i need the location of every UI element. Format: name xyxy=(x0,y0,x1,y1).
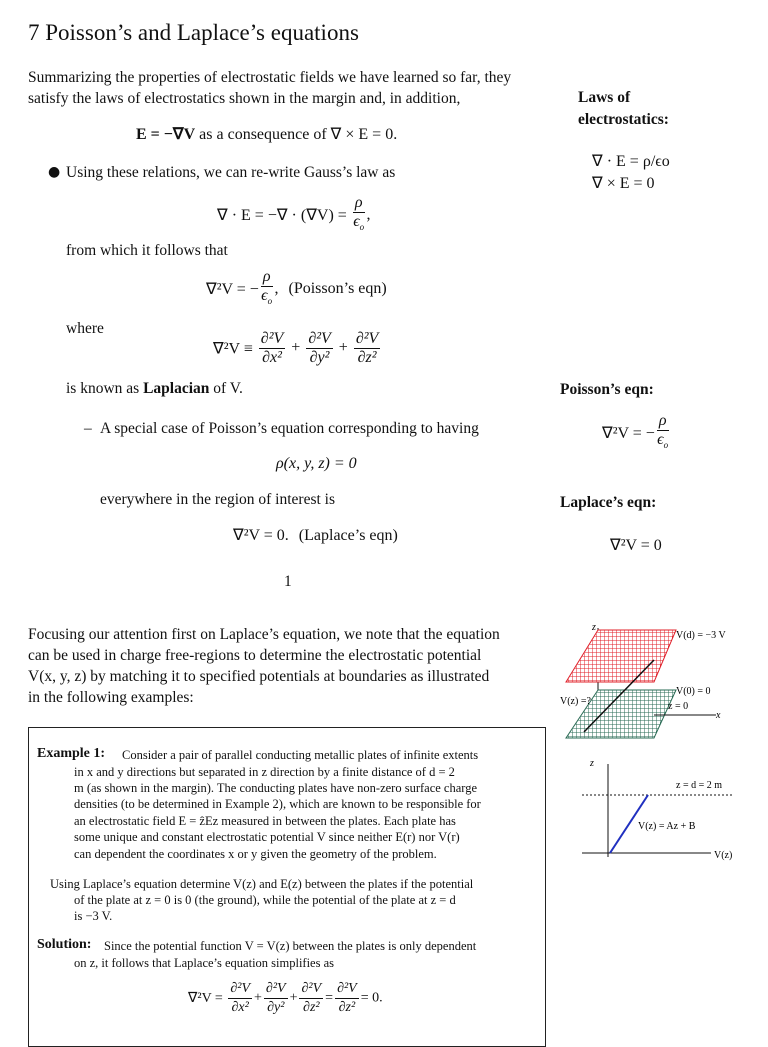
top-plate-label: V(d) = −3 V xyxy=(676,630,726,641)
d2v-dx2: $\frac{\text{∂²V}}{\text{∂x²}}$ xyxy=(260,330,284,366)
example-line-3: m (as shown in the margin). The conducting plates have non-zero surface charge xyxy=(74,781,477,795)
sol-d2v-dx2: $\frac{\text{∂²V}}{\text{∂x²}}$ xyxy=(230,981,250,1015)
sol-d2v-dy2: $\frac{\text{∂²V}}{\text{∂y²}}$ xyxy=(265,981,286,1015)
parallel-plates-diagram xyxy=(556,616,756,746)
example-line-4: densities (to be determined in Example 2), which are known to be responsible for xyxy=(74,797,481,811)
laplacian-eq-left: ∇²V ≡ xyxy=(213,340,253,358)
x-axis-label: x xyxy=(716,710,721,721)
z-axis-label: z xyxy=(592,622,596,633)
solution-heading xyxy=(37,937,91,954)
poisson-margin-frac: $\frac{\rho}{\epsilon_o}$ xyxy=(657,412,669,451)
solution-line-2: on z, it follows that Laplace’s equation simplifies as xyxy=(74,956,335,970)
efield-eq-mid: as a consequence of xyxy=(195,126,331,143)
laplace-margin-heading: Laplace’s eqn: xyxy=(560,494,657,511)
dash-text: A special case of Poisson’s equation corresponding to having xyxy=(100,420,479,437)
poisson-eq-left: ∇²V = − xyxy=(206,281,259,299)
example-line-2: in x and y directions but separated in z direction by a finite distance of d = 2 xyxy=(74,765,455,779)
from-which-text: from which it follows that xyxy=(66,242,228,259)
bottom-plate-label: V(0) = 0 xyxy=(676,686,711,697)
sol-d2v-dz2: $\frac{\text{∂²V}}{\text{∂z²}}$ xyxy=(301,981,322,1015)
efield-eq-end: ∇ × E = 0. xyxy=(330,126,398,143)
vz-line-label: V(z) = Az + B xyxy=(638,821,696,832)
solution-equation: ∇²V = $\frac{\text{∂²V}}{\text{∂x²}}$ + $\frac{\text{∂²V}}{\text{∂y²}}$ + $\frac{\text{∂²V}}{\text{∂z²}}$ = $\frac{\text{∂²V}}{\text{∂z²}}$ = 0. xyxy=(188,981,383,1015)
d2v-dz2: $\frac{\text{∂²V}}{\text{∂z²}}$ xyxy=(355,330,379,366)
vz-axis-label: V(z) xyxy=(714,850,733,861)
page-number: 1 xyxy=(284,573,292,590)
question-line-1: Using Laplace’s equation determine V(z) and E(z) between the plates if the potential xyxy=(50,877,474,891)
laws-heading-1: Laws of xyxy=(578,89,631,106)
where-text: where xyxy=(66,320,104,337)
laplace-eq: ∇²V = 0. xyxy=(233,527,289,544)
sol-d2v-dz2-b: $\frac{\text{∂²V}}{\text{∂z²}}$ xyxy=(337,981,357,1015)
laplacian-note xyxy=(66,378,243,399)
second-line-4: in the following examples: xyxy=(28,689,194,706)
laplacian-note-post: of V. xyxy=(213,380,243,397)
rho-zero-equation: ρ(x, y, z) = 0 xyxy=(276,455,357,472)
poisson-label: (Poisson’s eqn) xyxy=(288,280,387,298)
potential-line-diagram xyxy=(556,752,756,867)
gauss-eq-left: ∇ · E = −∇ · (∇V) = xyxy=(217,207,347,225)
laws-eq-1: ∇ · E = ρ/ϵo xyxy=(592,153,670,170)
poisson-frac: $\frac{\rho}{\epsilon_o}$ xyxy=(261,268,273,307)
laplace-margin-eq: ∇²V = 0 xyxy=(610,537,662,554)
laplace-equation xyxy=(233,525,398,545)
example-head: Example 1: xyxy=(37,746,106,761)
poisson-margin-eq-left: ∇²V = − xyxy=(602,425,655,443)
intro-line-1: Summarizing the properties of electrostatic fields we have learned so far, they xyxy=(28,69,512,86)
intro-line-2: satisfy the laws of electrostatics shown in the margin and, in addition, xyxy=(28,90,461,107)
example-line-1: Consider a pair of parallel conducting metallic plates of infinite extents xyxy=(122,748,479,762)
poisson-margin-heading: Poisson’s eqn: xyxy=(560,381,654,398)
efield-eq-main: E = −∇V xyxy=(136,126,196,143)
laplace-label: (Laplace’s eqn) xyxy=(298,527,398,544)
second-line-2: can be used in charge free-regions to determine the electrostatic potential xyxy=(28,647,482,664)
example-line-7: can dependent the coordinates x or y given the geometry of the problem. xyxy=(74,847,437,861)
everywhere-text: everywhere in the region of interest is xyxy=(100,491,335,508)
question-line-2: of the plate at z = 0 is 0 (the ground), while the potential of the plate at z = d xyxy=(74,893,456,907)
d2v-dy2: $\frac{\text{∂²V}}{\text{∂y²}}$ xyxy=(308,330,331,366)
sol-eq-right: = 0. xyxy=(360,990,383,1006)
z0-label: z = 0 xyxy=(668,701,689,712)
laws-eq-2: ∇ × E = 0 xyxy=(592,175,655,192)
bullet-dot: ● xyxy=(48,164,61,180)
vz-label: V(z) =? xyxy=(560,696,591,707)
poisson-margin-eq xyxy=(602,412,671,454)
laplacian-note-bold: Laplacian xyxy=(143,380,210,397)
laplacian-note-pre: is known as xyxy=(66,380,140,397)
laws-heading-2: electrostatics: xyxy=(578,111,669,128)
gauss-equation: ∇ · E = −∇ · (∇V) = $\frac{\rho}{\epsilon_o}$ , xyxy=(217,194,371,236)
bullet-text: Using these relations, we can re-write Gauss’s law as xyxy=(66,164,396,181)
solution-line-1: Since the potential function V = V(z) between the plates is only dependent xyxy=(104,939,477,953)
question-line-3: is −3 V. xyxy=(74,909,113,923)
sol-eq-left: ∇²V = xyxy=(188,991,223,1006)
example-line-5: an electrostatic field E = ẑEz measured in between the plates. Each plate has xyxy=(74,814,456,828)
efield-equation xyxy=(136,124,397,144)
laplacian-definition: ∇²V ≡ $\frac{\text{∂²V}}{\text{∂x²}}$ + $\frac{\text{∂²V}}{\text{∂y²}}$ + $\frac{\text{∂²V}}{\text{∂z²}}$ xyxy=(213,330,379,366)
example-heading xyxy=(37,746,105,763)
section-title: 7 Poisson’s and Laplace’s equations xyxy=(28,20,359,45)
second-line-1: Focusing our attention first on Laplace’s equation, we note that the equation xyxy=(28,626,500,643)
poisson-equation: ∇²V = − $\frac{\rho}{\epsilon_o}$ , (Poisson’s eqn) xyxy=(206,268,387,310)
z-d-label: z = d = 2 m xyxy=(676,780,722,791)
vz-z-label: z xyxy=(590,758,594,769)
rho-over-eps-frac: $\frac{\rho}{\epsilon_o}$ xyxy=(353,194,365,233)
top-plate xyxy=(566,630,676,682)
second-line-3: V(x, y, z) by matching it to specified potentials at boundaries as illustrated xyxy=(28,668,490,685)
solution-head: Solution: xyxy=(37,937,92,952)
example-line-6: some unique and constant electrostatic potential V since neither E(r) nor V(r) xyxy=(74,830,460,844)
dash-marker: – xyxy=(84,420,92,437)
